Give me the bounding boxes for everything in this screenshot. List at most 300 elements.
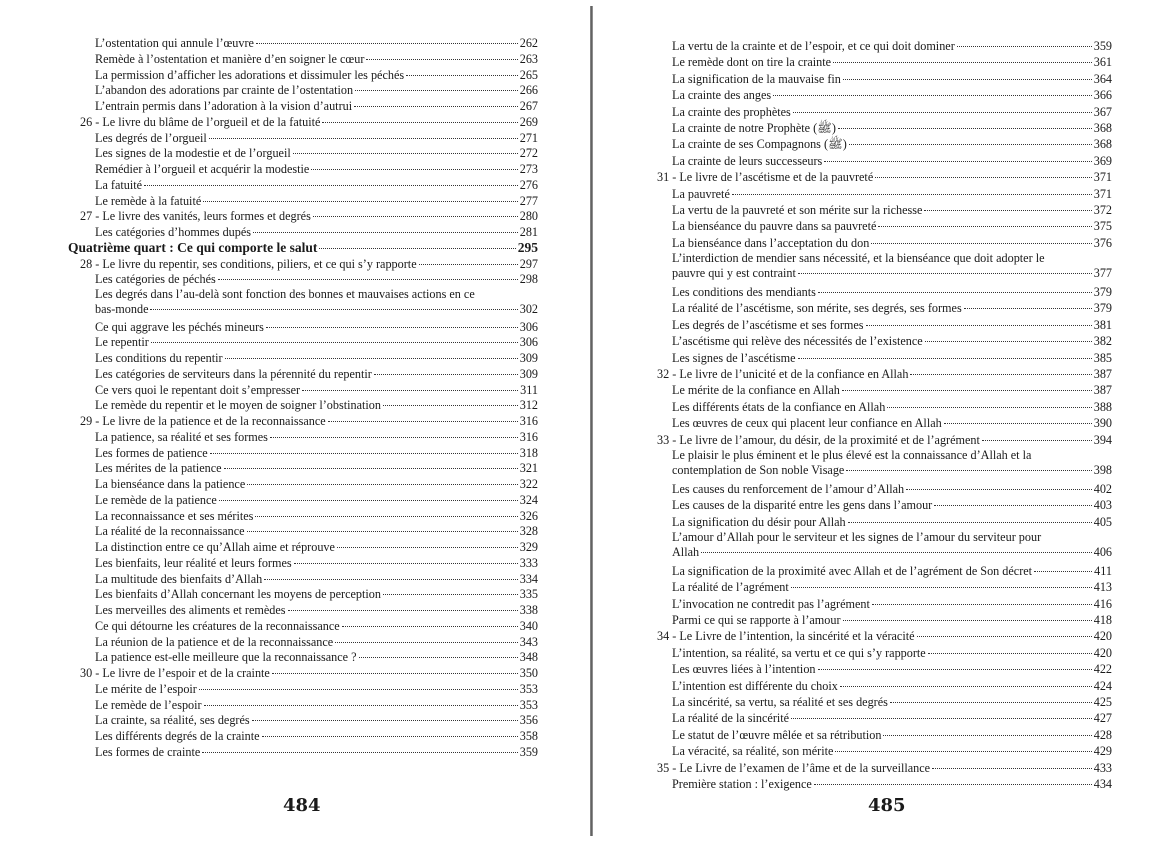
toc-entry-page: 266 [519, 83, 538, 98]
leader-dots [342, 626, 518, 627]
toc-entry-title: Les degrés de l’orgueil [95, 130, 207, 145]
toc-entry-title-continued: pauvre qui y est contraint [672, 266, 796, 281]
toc-entry-title: Les formes de crainte [95, 744, 201, 759]
toc-entry-title: Quatrième quart : Ce qui comporte le salut [68, 239, 318, 255]
toc-entry [95, 67, 538, 83]
toc-entry [95, 350, 538, 366]
left-page-number: 484 [283, 795, 321, 816]
toc-entry-page: 353 [519, 681, 538, 696]
toc-entry-page: 324 [519, 492, 538, 507]
leader-dots [925, 341, 1092, 342]
leader-dots [773, 95, 1092, 96]
toc-entry-page: 359 [1093, 39, 1112, 53]
toc-entry [68, 240, 538, 256]
toc-entry-page: 416 [1093, 596, 1112, 611]
leader-dots [337, 547, 518, 548]
toc-entry [95, 571, 538, 587]
toc-entry-title: 31 - Le livre de l’ascétisme et de la pauvreté [657, 170, 874, 185]
leader-dots [264, 579, 518, 580]
toc-entry [672, 202, 1112, 218]
toc-entry [95, 397, 538, 413]
toc-entry-page: 422 [1093, 662, 1112, 677]
toc-entry-title: Le repentir [95, 335, 149, 350]
toc-entry-page: 371 [1093, 170, 1112, 185]
toc-entry-title-continued: contemplation de Son noble Visage [672, 463, 845, 477]
toc-entry-title: La permission d’afficher les adorations et dissimuler les péchés [95, 67, 405, 82]
toc-entry-page: 387 [1093, 383, 1112, 398]
toc-entry-continuation [95, 302, 538, 317]
toc-entry [95, 539, 538, 555]
leader-dots [322, 122, 517, 123]
toc-entry-page: 364 [1093, 71, 1112, 86]
leader-dots [917, 636, 1092, 637]
toc-entry-page: 306 [519, 335, 538, 350]
leader-dots [928, 653, 1092, 654]
toc-entry-title: L’abandon des adorations par crainte de l’ostentation [95, 83, 354, 98]
toc-entry-title: La reconnaissance et ses mérites [95, 508, 254, 523]
toc-entry-page: 369 [1093, 153, 1112, 168]
toc-entry [672, 415, 1112, 431]
toc-entry-page: 267 [519, 99, 538, 113]
toc-entry-page: 262 [519, 36, 538, 50]
toc-entry-title: La pauvreté [672, 186, 730, 201]
leader-dots [270, 437, 518, 438]
toc-entry-continuation [672, 266, 1112, 281]
toc-entry [80, 114, 538, 130]
toc-entry [95, 161, 538, 177]
toc-entry [672, 645, 1112, 661]
toc-entry-page: 405 [1093, 514, 1112, 529]
toc-entry-page: 381 [1093, 317, 1112, 332]
leader-dots [957, 46, 1092, 47]
toc-entry-page: 403 [1093, 498, 1112, 513]
toc-entry [95, 697, 538, 713]
leader-dots [906, 489, 1092, 490]
toc-entry-title: La crainte, sa réalité, ses degrés [95, 713, 250, 728]
toc-entry-title: Les causes du renforcement de l’amour d’Allah [672, 481, 905, 496]
leader-dots [335, 642, 518, 643]
leader-dots [144, 185, 518, 186]
toc-entry-page: 428 [1093, 727, 1112, 742]
toc-entry [95, 602, 538, 618]
toc-entry-page: 372 [1093, 203, 1112, 217]
toc-entry-page: 413 [1093, 580, 1112, 595]
toc-entry-page: 326 [519, 508, 538, 523]
toc-entry-title: Les catégories de péchés [95, 272, 216, 287]
leader-dots [311, 169, 517, 170]
leader-dots [964, 308, 1092, 309]
toc-entry [95, 35, 538, 51]
leader-dots [932, 768, 1092, 769]
leader-dots [272, 673, 518, 674]
toc-entry [95, 319, 538, 335]
leader-dots [204, 705, 518, 706]
leader-dots [944, 423, 1092, 424]
toc-entry-page: 321 [519, 461, 538, 476]
toc-entry-page: 382 [1093, 334, 1112, 349]
toc-entry-title: La crainte des anges [672, 88, 772, 103]
leader-dots [701, 552, 1092, 553]
toc-entry-title: Les catégories de serviteurs dans la pérennité du repentir [95, 366, 372, 381]
toc-entry [80, 208, 538, 224]
toc-entry-page: 379 [1093, 301, 1112, 316]
leader-dots [910, 374, 1091, 375]
toc-entry [672, 120, 1112, 136]
toc-entry-title: L’intention, sa réalité, sa vertu et ce qui s’y rapporte [672, 645, 926, 660]
toc-entry-title: Les œuvres de ceux qui placent leur confiance en Allah [672, 416, 942, 431]
toc-entry-title: La crainte des prophètes [672, 104, 791, 119]
toc-entry-title: Le statut de l’œuvre mêlée et sa rétribution [672, 727, 882, 742]
toc-entry-title: L’interdiction de mendier sans nécessité, et la bienséance que doit adopter le [672, 251, 1045, 266]
toc-entry [95, 460, 538, 476]
toc-entry-page: 368 [1093, 137, 1112, 152]
toc-entry [95, 476, 538, 492]
toc-entry [95, 145, 538, 161]
toc-entry [672, 350, 1112, 366]
toc-entry [672, 694, 1112, 710]
toc-entry-page: 418 [1093, 613, 1112, 627]
toc-entry-title: L’invocation ne contredit pas l’agrément [672, 596, 870, 611]
leader-dots [791, 587, 1092, 588]
toc-entry [80, 256, 538, 272]
toc-entry-page: 311 [520, 382, 538, 397]
toc-entry-page: 375 [1093, 219, 1112, 234]
toc-entry [672, 300, 1112, 316]
toc-entry-page: 367 [1093, 104, 1112, 119]
toc-entry-title: La réalité de l’agrément [672, 580, 789, 595]
toc-entry [672, 399, 1112, 415]
toc-entry-page: 322 [519, 477, 538, 491]
leader-dots [866, 325, 1092, 326]
toc-entry [95, 382, 538, 398]
toc-entry-page: 429 [1093, 744, 1112, 759]
leader-dots [219, 500, 518, 501]
toc-entry-page: 271 [519, 130, 538, 145]
toc-entry-page: 427 [1093, 711, 1112, 726]
toc-entry-page: 328 [519, 524, 538, 539]
toc-entry-page: 356 [519, 713, 538, 728]
toc-entry [95, 492, 538, 508]
toc-entry [672, 284, 1112, 300]
toc-entry-page: 379 [1093, 285, 1112, 299]
leader-dots [842, 390, 1092, 391]
toc-entry-page: 316 [519, 429, 538, 444]
toc-entry [672, 776, 1112, 792]
toc-entry [672, 514, 1112, 530]
toc-entry-title-continued: Allah [672, 545, 700, 559]
leader-dots [843, 620, 1092, 621]
toc-entry-title: Les signes de la modestie et de l’orgueil [95, 146, 291, 161]
toc-entry [95, 429, 538, 445]
toc-entry [672, 481, 1112, 497]
toc-entry-page: 269 [519, 114, 538, 129]
toc-entry-title: Les mérites de la patience [95, 461, 222, 476]
leader-dots [266, 327, 518, 328]
toc-entry-title: La vertu de la pauvreté et son mérite sur la richesse [672, 203, 923, 217]
toc-entry-page: 280 [519, 209, 538, 224]
toc-entry [657, 432, 1112, 448]
toc-entry [672, 54, 1112, 70]
toc-entry [672, 235, 1112, 251]
toc-entry-title: La véracité, sa réalité, son mérite [672, 744, 834, 759]
toc-entry [672, 727, 1112, 743]
leader-dots [225, 358, 518, 359]
leader-dots [849, 144, 1092, 145]
toc-entry-title: Les bienfaits d’Allah concernant les moyens de perception [95, 587, 381, 602]
toc-entry-title: La réalité de la reconnaissance [95, 524, 245, 539]
toc-entry [95, 224, 538, 240]
toc-entry [672, 530, 1112, 560]
toc-entry-title: 26 - Le livre du blâme de l’orgueil et de la fatuité [80, 114, 321, 129]
toc-entry-title: Les degrés dans l’au-delà sont fonction des bonnes et mauvaises actions en ce [95, 287, 475, 301]
toc-entry-title: La bienséance dans la patience [95, 477, 246, 491]
toc-entry-continuation [672, 463, 1112, 478]
toc-entry-title: La distinction entre ce qu’Allah aime et réprouve [95, 540, 335, 554]
toc-entry-page: 348 [519, 650, 538, 665]
leader-dots [359, 657, 518, 658]
leader-dots [355, 90, 518, 91]
left-page [0, 0, 583, 841]
toc-entry-title: Le remède du repentir et le moyen de soigner l’obstination [95, 398, 381, 413]
toc-entry [672, 104, 1112, 120]
leader-dots [288, 610, 518, 611]
toc-entry-page: 335 [519, 587, 538, 602]
toc-entry [672, 333, 1112, 349]
toc-entry-page: 338 [519, 603, 538, 617]
toc-entry [95, 586, 538, 602]
leader-dots [793, 112, 1092, 113]
toc-entry-page: 368 [1093, 121, 1112, 135]
toc-entry-title: 27 - Le livre des vanités, leurs formes et degrés [80, 209, 311, 224]
toc-entry-title: La crainte de notre Prophète (ﷺ) [672, 121, 836, 135]
toc-entry-title: L’intention est différente du choix [672, 678, 838, 693]
toc-entry-page: 390 [1093, 416, 1112, 431]
toc-entry-title: La signification de la proximité avec Allah et de l’agrément de Son décret [672, 563, 1033, 578]
toc-entry-title: La réalité de l’ascétisme, son mérite, ses degrés, ses formes [672, 301, 962, 316]
toc-entry-page: 329 [519, 540, 538, 554]
toc-entry-title: Les signes de l’ascétisme [672, 350, 796, 365]
toc-entry-title: Les formes de patience [95, 445, 208, 460]
leader-dots [846, 470, 1091, 471]
leader-dots [354, 106, 518, 107]
leader-dots [253, 232, 518, 233]
leader-dots [262, 736, 518, 737]
leader-dots [374, 374, 518, 375]
leader-dots [840, 686, 1092, 687]
toc-entry-title: 35 - Le Livre de l’examen de l’âme et de la surveillance [657, 760, 931, 775]
toc-entry [672, 251, 1112, 281]
leader-dots [1034, 571, 1092, 572]
toc-entry-title: Les différents états de la confiance en Allah [672, 399, 886, 414]
toc-entry-title: 29 - Le livre de la patience et de la reconnaissance [80, 414, 326, 428]
toc-entry [95, 271, 538, 287]
toc-entry-title: Remédier à l’orgueil et acquérir la modestie [95, 162, 310, 176]
leader-dots [838, 128, 1092, 129]
toc-entry-page: 398 [1093, 463, 1112, 477]
toc-entry [95, 82, 538, 98]
toc-entry [95, 681, 538, 697]
toc-entry-title: L’amour d’Allah pour le serviteur et les signes de l’amour du serviteur pour [672, 530, 1042, 544]
toc-entry-title: Les causes de la disparité entre les gens dans l’amour [672, 498, 933, 513]
leader-dots [848, 522, 1092, 523]
leader-dots [798, 358, 1092, 359]
toc-entry-page: 402 [1093, 481, 1112, 496]
toc-entry-title: Le remède de l’espoir [95, 697, 202, 712]
leader-dots [818, 292, 1092, 293]
toc-entry-title: Première station : l’exigence [672, 777, 812, 791]
toc-entry [657, 628, 1112, 644]
toc-entry [95, 193, 538, 209]
toc-entry-title: La sincérité, sa vertu, sa réalité et ses degrés [672, 695, 888, 709]
toc-entry [95, 51, 538, 67]
toc-entry [95, 618, 538, 634]
toc-entry [672, 317, 1112, 333]
toc-entry-title: La fatuité [95, 177, 143, 192]
leader-dots [924, 210, 1091, 211]
toc-entry-title: La multitude des bienfaits d’Allah [95, 571, 263, 586]
toc-entry-title: La crainte de leurs successeurs [672, 153, 823, 168]
leader-dots [982, 440, 1092, 441]
toc-entry-title-continued: bas-monde [95, 302, 149, 316]
toc-entry-page: 277 [519, 193, 538, 208]
toc-entry-title: Ce qui détourne les créatures de la reconnaissance [95, 618, 340, 633]
toc-entry [672, 382, 1112, 398]
toc-entry-page: 276 [519, 177, 538, 192]
toc-entry-page: 350 [519, 666, 538, 680]
toc-entry [672, 661, 1112, 677]
leader-dots [255, 516, 517, 517]
right-toc [590, 0, 1167, 841]
toc-entry-title: La signification du désir pour Allah [672, 514, 846, 529]
toc-entry-title: La bienséance dans l’acceptation du don [672, 235, 870, 250]
toc-entry [672, 710, 1112, 726]
leader-dots [247, 484, 517, 485]
toc-entry-title: L’ostentation qui annule l’œuvre [95, 36, 254, 50]
leader-dots [843, 79, 1092, 80]
toc-entry-title: Ce vers quoi le repentant doit s’empresser [95, 382, 301, 397]
toc-entry-page: 433 [1093, 760, 1112, 775]
toc-entry [672, 153, 1112, 169]
toc-entry-title: Les conditions du repentir [95, 351, 223, 365]
leader-dots [302, 390, 518, 391]
toc-entry-page: 406 [1093, 545, 1112, 559]
toc-entry [95, 523, 538, 539]
toc-entry [80, 413, 538, 429]
toc-entry-title: Le remède de la patience [95, 492, 217, 507]
toc-entry-page: 298 [519, 272, 538, 287]
toc-entry-title: L’ascétisme qui relève des nécessités de l’existence [672, 334, 923, 349]
toc-entry-page: 434 [1093, 777, 1112, 791]
toc-entry-title: Le mérite de l’espoir [95, 681, 197, 696]
toc-entry-page: 295 [517, 239, 538, 255]
leader-dots [313, 216, 518, 217]
leader-dots [150, 309, 517, 310]
toc-entry-title: L’entrain permis dans l’adoration à la vision d’autrui [95, 99, 353, 113]
toc-entry-page: 306 [519, 319, 538, 334]
leader-dots [878, 226, 1091, 227]
toc-entry-page: 371 [1093, 186, 1112, 201]
leader-dots [199, 689, 518, 690]
toc-entry-title: Les catégories d’hommes dupés [95, 225, 252, 239]
toc-entry [672, 87, 1112, 103]
leader-dots [247, 531, 518, 532]
leader-dots [328, 421, 518, 422]
toc-entry [95, 287, 538, 317]
leader-dots [293, 153, 518, 154]
toc-entry [95, 98, 538, 114]
toc-entry [95, 728, 538, 744]
toc-entry [95, 130, 538, 146]
toc-entry-page: 272 [519, 146, 538, 161]
toc-entry-page: 424 [1093, 678, 1112, 693]
leader-dots [814, 784, 1092, 785]
toc-entry [672, 596, 1112, 612]
toc-entry [95, 634, 538, 650]
toc-entry-title: Les bienfaits, leur réalité et leurs formes [95, 555, 292, 570]
toc-entry-title: La réalité de la sincérité [672, 711, 790, 726]
toc-entry-title: 28 - Le livre du repentir, ses conditions, piliers, et ce qui s’y rapporte [80, 256, 417, 271]
toc-entry [95, 177, 538, 193]
toc-entry-page: 316 [519, 414, 538, 428]
toc-entry [95, 366, 538, 382]
toc-entry [80, 665, 538, 681]
leader-dots [890, 702, 1092, 703]
leader-dots [833, 62, 1092, 63]
toc-entry-page: 343 [519, 634, 538, 649]
toc-entry [672, 579, 1112, 595]
toc-entry [95, 744, 538, 760]
toc-entry-page: 273 [519, 162, 538, 176]
toc-entry-title: La patience, sa réalité et ses formes [95, 429, 268, 444]
toc-entry [672, 678, 1112, 694]
toc-entry-title: Les degrés de l’ascétisme et ses formes [672, 317, 864, 332]
toc-entry-page: 359 [519, 744, 538, 759]
toc-entry-page: 318 [519, 445, 538, 460]
toc-entry-page: 281 [519, 225, 538, 239]
toc-entry-title: Remède à l’ostentation et manière d’en soigner le cœur [95, 51, 365, 66]
toc-entry-page: 411 [1094, 563, 1112, 578]
toc-entry-page: 387 [1093, 367, 1112, 381]
leader-dots [151, 342, 518, 343]
toc-entry-title: Le mérite de la confiance en Allah [672, 383, 840, 398]
leader-dots [798, 273, 1092, 274]
leader-dots [218, 279, 518, 280]
toc-entry-page: 334 [519, 571, 538, 586]
toc-entry-page: 340 [519, 618, 538, 633]
toc-entry [95, 712, 538, 728]
leader-dots [203, 201, 517, 202]
toc-entry-page: 263 [519, 51, 538, 66]
leader-dots [224, 468, 518, 469]
toc-entry [672, 448, 1112, 478]
toc-entry [672, 71, 1112, 87]
toc-entry-title: 32 - Le livre de l’unicité et de la confiance en Allah [657, 367, 909, 381]
toc-entry-page: 297 [519, 256, 538, 271]
toc-entry [95, 445, 538, 461]
toc-entry-title: La réunion de la patience et de la reconnaissance [95, 634, 334, 649]
toc-entry-title: Parmi ce qui se rapporte à l’amour [672, 613, 841, 627]
toc-entry-page: 388 [1093, 399, 1112, 414]
toc-entry-title: Les conditions des mendiants [672, 285, 816, 299]
toc-entry-page: 376 [1093, 235, 1112, 250]
toc-entry [672, 497, 1112, 513]
leader-dots [871, 243, 1091, 244]
toc-entry-page: 420 [1093, 645, 1112, 660]
toc-entry [672, 743, 1112, 759]
toc-entry [95, 555, 538, 571]
leader-dots [887, 407, 1091, 408]
toc-entry-page: 358 [519, 729, 538, 743]
